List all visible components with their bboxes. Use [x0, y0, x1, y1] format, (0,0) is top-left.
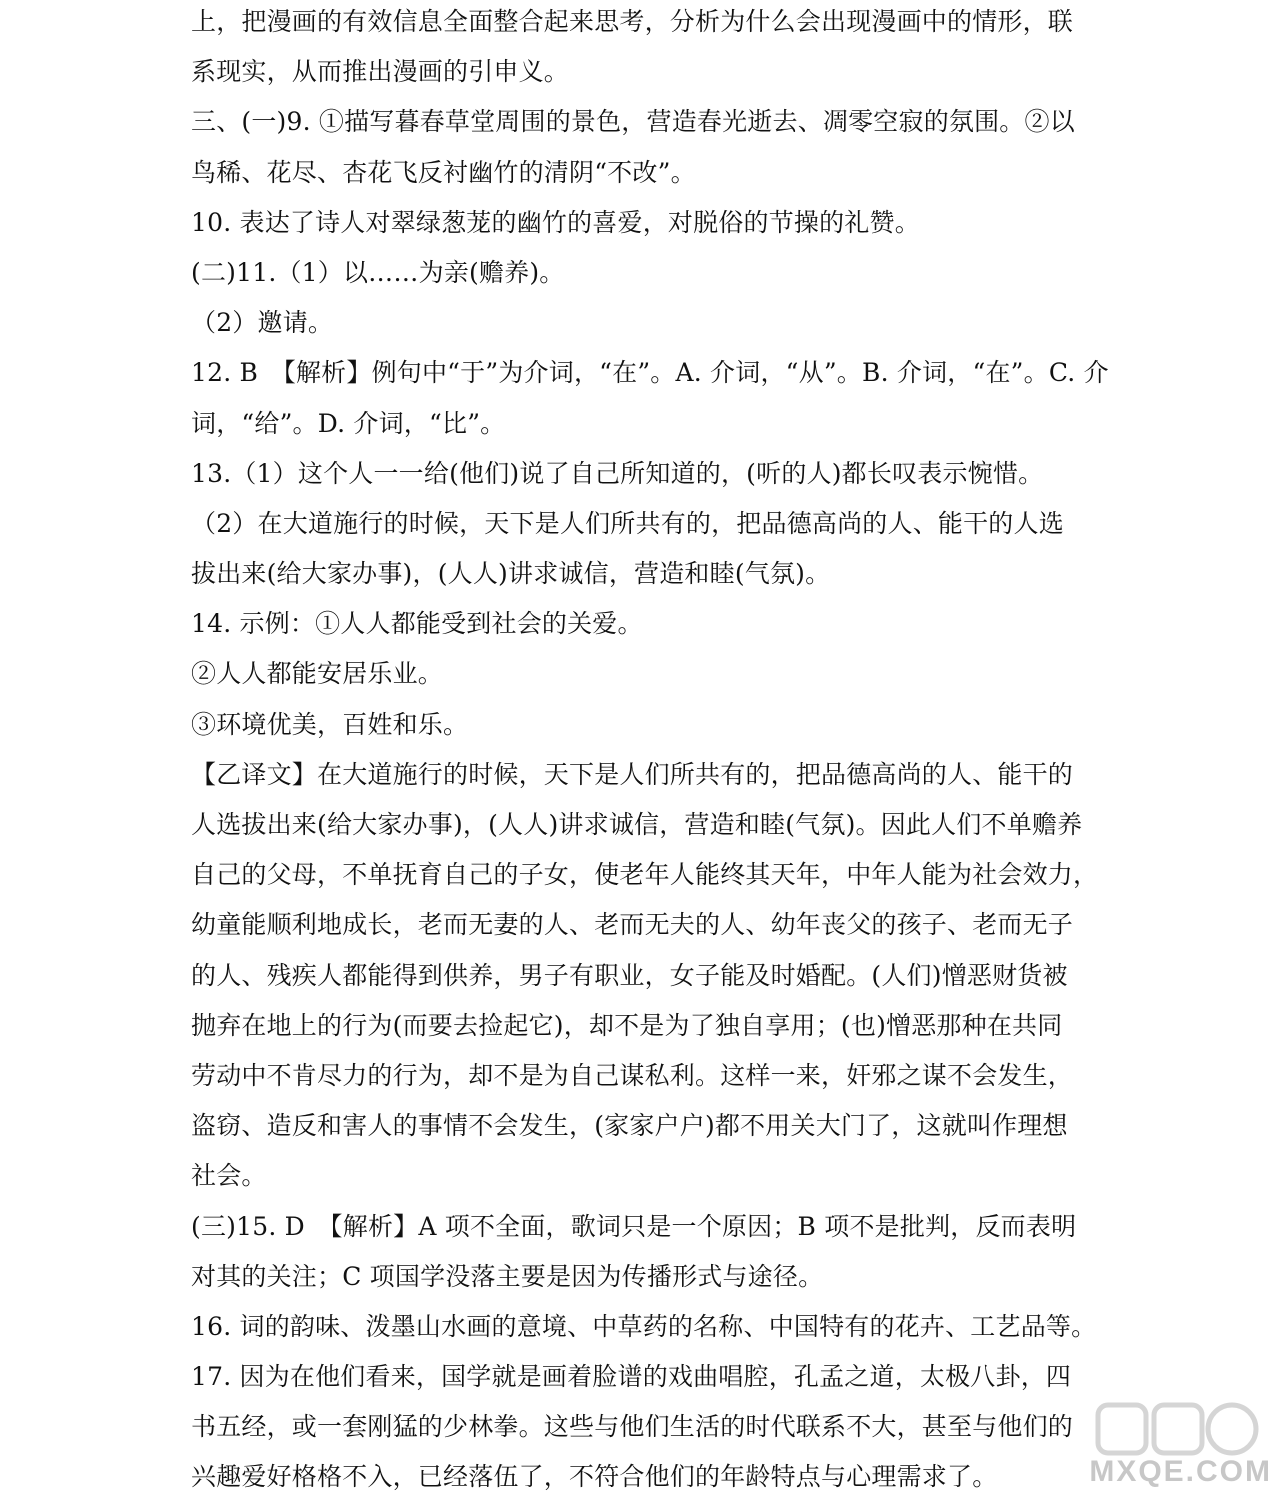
text-line: 对其的关注；C 项国学没落主要是因为传播形式与途径。: [191, 1261, 824, 1291]
text-line: 17. 因为在他们看来，国学就是画着脸谱的戏曲唱腔，孔孟之道，太极八卦，四: [191, 1362, 1072, 1392]
document-page: [191, 0, 1109, 1503]
watermark-text: MXQE.COM: [1089, 1455, 1272, 1488]
text-line: 人选拔出来(给大家办事)，(人人)讲求诚信，营造和睦(气氛)。因此人们不单赡养: [191, 810, 1083, 839]
text-line: 幼童能顺利地成长，老而无妻的人、老而无夫的人、幼年丧父的孩子、老而无子: [191, 910, 1074, 940]
text-line: 的人、残疾人都能得到供养，男子有职业，女子能及时婚配。(人们)憎恶财货被: [191, 960, 1068, 990]
text-line: 10. 表达了诗人对翠绿葱茏的幽竹的喜爱，对脱俗的节操的礼赞。: [191, 207, 920, 237]
text-line: 劳动中不肯尽力的行为，却不是为自己谋私利。这样一来，奸邪之谋不会发生，: [191, 1060, 1074, 1090]
text-line: 【乙译文】在大道施行的时候，天下是人们所共有的，把品德高尚的人、能干的: [191, 759, 1074, 789]
text-line: 社会。: [191, 1161, 267, 1191]
text-line: 上，把漫画的有效信息全面整合起来思考，分析为什么会出现漫画中的情形，联: [191, 7, 1074, 36]
text-line: ②人人都能安居乐业。: [191, 659, 444, 689]
text-line: 抛弃在地上的行为(而要去捡起它)，却不是为了独自享用；(也)憎恶那种在共同: [191, 1010, 1063, 1040]
text-line: 16. 词的韵味、泼墨山水画的意境、中草药的名称、中国特有的花卉、工艺品等。: [191, 1311, 1097, 1341]
text-line: 兴趣爱好格格不入，已经落伍了，不符合他们的年龄特点与心理需求了。: [191, 1462, 998, 1492]
text-line: 13.（1）这个人一一给(他们)说了自己所知道的，(听的人)都长叹表示惋惜。: [191, 458, 1044, 488]
text-line: 三、(一)9. ①描写暮春草堂周围的景色，营造春光逝去、凋零空寂的氛围。②以: [191, 107, 1075, 137]
text-line: 12. B 【解析】例句中“于”为介词，“在”。A. 介词，“从”。B. 介词，“在”。C. 介: [191, 358, 1109, 388]
text-line: 盗窃、造反和害人的事情不会发生，(家家户户)都不用关大门了，这就叫作理想: [191, 1111, 1068, 1141]
text-line: （2）邀请。: [191, 308, 334, 338]
text-line: 拔出来(给大家办事)，(人人)讲求诚信，营造和睦(气氛)。: [191, 559, 831, 589]
text-line: (二)11.（1）以……为亲(赡养)。: [191, 257, 565, 287]
text-line: 自己的父母，不单抚育自己的子女，使老年人能终其天年，中年人能为社会效力，: [191, 860, 1099, 890]
text-line: （2）在大道施行的时候，天下是人们所共有的，把品德高尚的人、能干的人选: [191, 508, 1064, 538]
text-line: 14. 示例：①人人都能受到社会的关爱。: [191, 609, 643, 639]
text-line: ③环境优美，百姓和乐。: [191, 709, 469, 739]
text-line: 词，“给”。D. 介词，“比”。: [191, 408, 506, 438]
text-line: (三)15. D 【解析】A 项不全面，歌词只是一个原因；B 项不是批判，反而表明: [191, 1211, 1077, 1241]
text-line: 鸟稀、花尽、杏花飞反衬幽竹的清阴“不改”。: [191, 157, 696, 187]
text-line: 系现实，从而推出漫画的引申义。: [191, 57, 570, 87]
text-line: 书五经，或一套刚猛的少林拳。这些与他们生活的时代联系不大，甚至与他们的: [191, 1412, 1074, 1442]
